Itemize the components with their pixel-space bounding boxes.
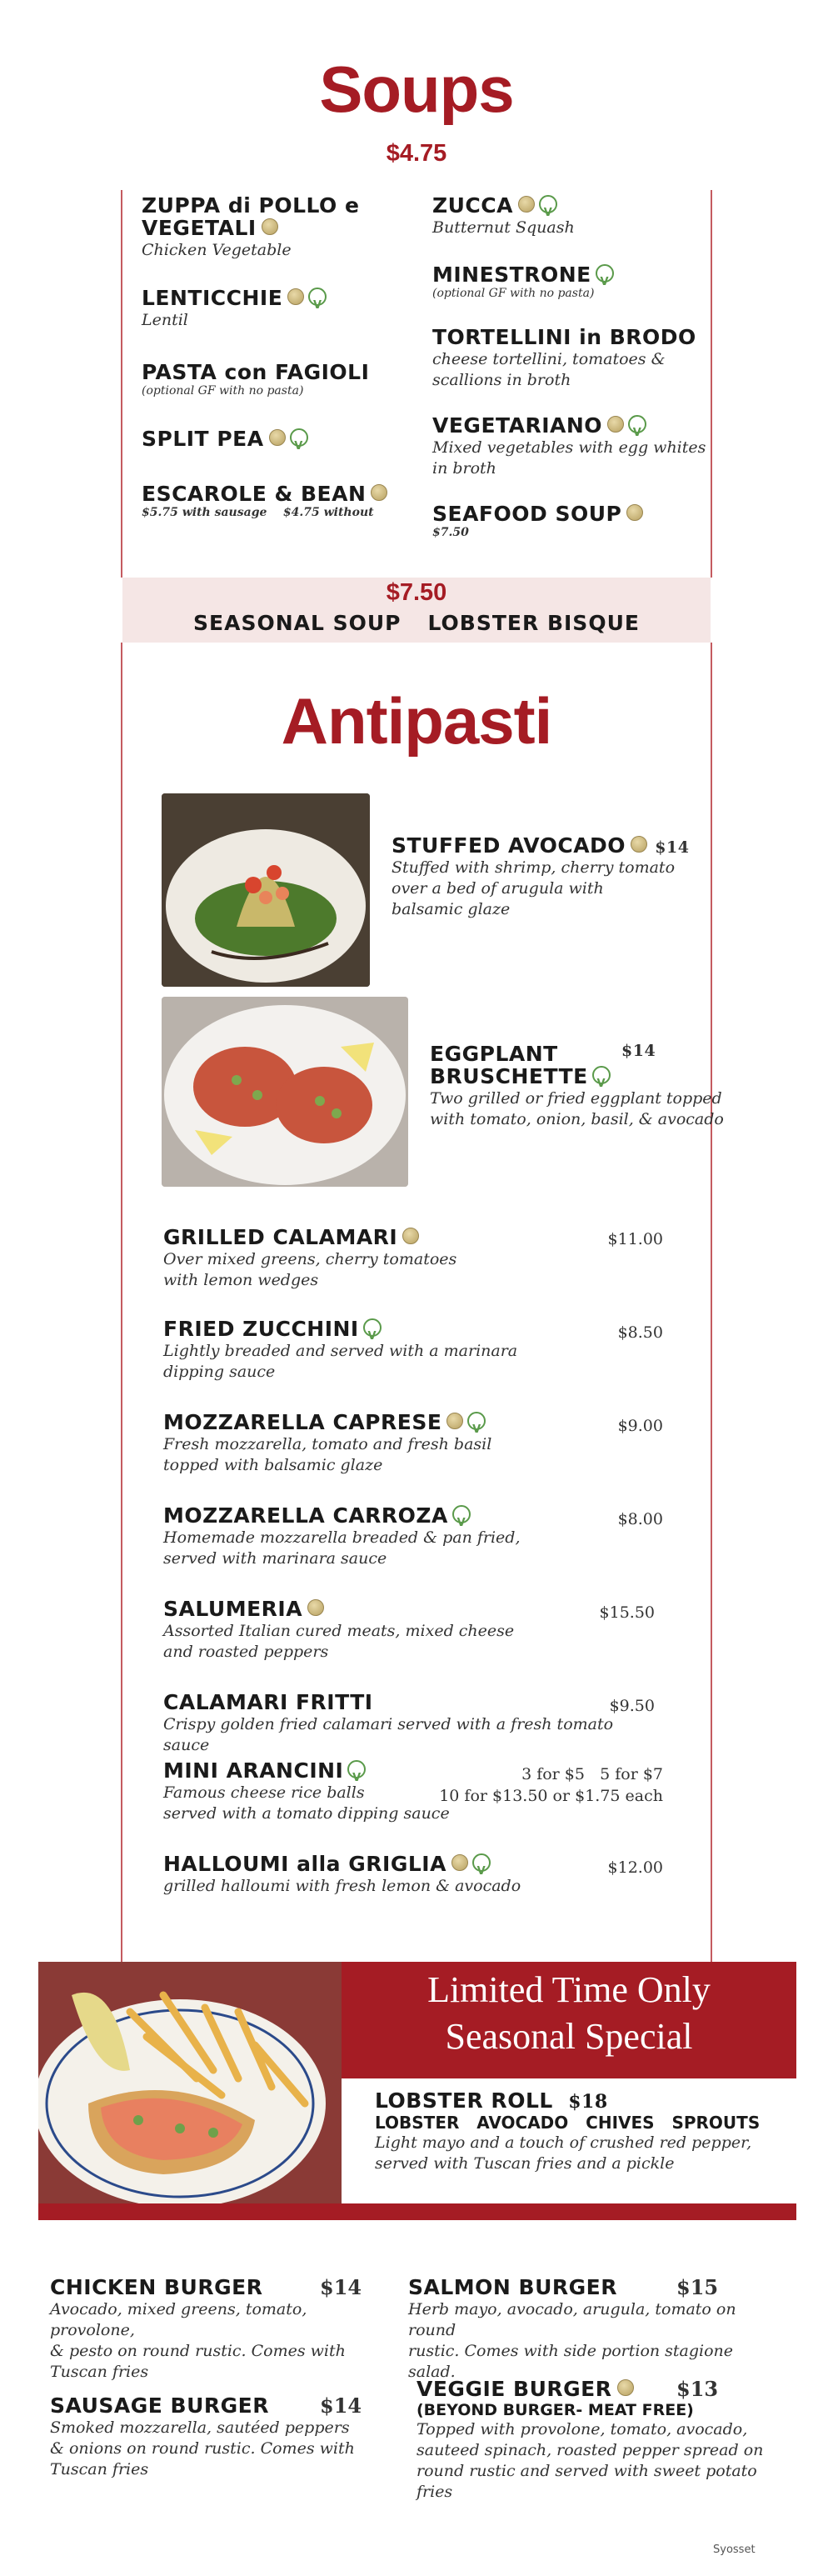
item-price: $9.00: [617, 1417, 663, 1435]
item-desc: Lightly breaded and served with a marinara: [163, 1342, 518, 1360]
soup-desc: scallions in broth: [432, 371, 571, 389]
item-name: SAUSAGE BURGER: [50, 2393, 269, 2418]
item-price: $8.00: [617, 1510, 663, 1528]
gluten-free-icon: [371, 484, 387, 501]
left-border: [121, 643, 122, 1962]
soup-note: $5.75 with sausage $4.75 without: [142, 506, 374, 519]
menu-item-halloumi: [163, 1852, 663, 1897]
item-price: 3 for $5 5 for $7: [521, 1765, 663, 1783]
item-desc: Tuscan fries: [50, 2460, 149, 2478]
lobster-bisque: LOBSTER BISQUE: [427, 611, 640, 635]
gluten-free-icon: [262, 218, 278, 235]
soup-name: LENTICCHIE: [142, 286, 283, 310]
item-desc: Topped with provolone, tomato, avocado,: [416, 2420, 748, 2438]
menu-item-salumeria: [163, 1597, 663, 1663]
item-desc: Assorted Italian cured meats, mixed cheese: [163, 1622, 515, 1640]
item-name: EGGPLANT: [430, 1042, 558, 1066]
item-price: $15.50: [599, 1603, 655, 1622]
item-name: CALAMARI FRITTI: [163, 1690, 373, 1714]
menu-item-veggie-burger: [416, 2377, 783, 2503]
menu-item-mozzarella-caprese: [163, 1410, 663, 1476]
soup-desc: Mixed vegetables with egg whites: [432, 438, 706, 457]
item-desc: topped with balsamic glaze: [163, 1456, 383, 1474]
soup-item: [142, 482, 387, 519]
vegetarian-icon: [347, 1760, 366, 1778]
vegetarian-icon: [596, 264, 614, 283]
item-desc: with lemon wedges: [163, 1271, 319, 1289]
item-name: LOBSTER ROLL: [375, 2088, 553, 2113]
right-border: [711, 190, 712, 578]
soup-item: [142, 286, 327, 331]
soup-desc: Butternut Squash: [432, 218, 575, 237]
soup-item: [142, 360, 369, 398]
gluten-free-icon: [402, 1228, 419, 1244]
menu-item-lobster-roll: [375, 2088, 760, 2174]
item-desc: with tomato, onion, basil, & avocado: [430, 1110, 724, 1128]
soup-name: TORTELLINI in BRODO: [432, 325, 696, 349]
gluten-free-icon: [518, 196, 535, 213]
item-price: $12.00: [607, 1858, 663, 1877]
item-desc: rustic. Comes with side portion stagione salad.: [408, 2342, 734, 2381]
soup-desc: cheese tortellini, tomatoes &: [432, 350, 666, 368]
item-price: $14: [655, 838, 690, 857]
item-subtitle: (BEYOND BURGER- MEAT FREE): [416, 2401, 694, 2419]
item-desc: & onions on round rustic. Comes with: [50, 2439, 355, 2458]
soup-note: (optional GF with no pasta): [432, 287, 595, 300]
stuffed-avocado-photo: [162, 793, 370, 987]
item-name: GRILLED CALAMARI: [163, 1225, 398, 1249]
item-name: VEGGIE BURGER: [416, 2377, 612, 2401]
gluten-free-icon: [607, 416, 624, 433]
item-desc: served with marinara sauce: [163, 1549, 387, 1568]
item-price: $14: [320, 2393, 362, 2418]
item-name: CHICKEN BURGER: [50, 2275, 263, 2299]
soup-item: [432, 263, 614, 300]
item-price-bulk: 10 for $13.50 or $1.75 each: [439, 1787, 663, 1805]
item-desc: and roasted peppers: [163, 1643, 329, 1661]
eggplant-bruschette-photo: [162, 997, 408, 1187]
soups-price: $4.75: [386, 140, 447, 167]
menu-item-grilled-calamari: [163, 1225, 663, 1291]
gluten-free-icon: [307, 1599, 324, 1616]
gluten-free-icon: [269, 429, 286, 446]
soup-item: [432, 413, 706, 479]
soup-item: [432, 325, 696, 391]
item-desc: Herb mayo, avocado, arugula, tomato on round: [408, 2300, 736, 2339]
item-price: $15: [676, 2275, 719, 2299]
menu-item-salmon-burger: [408, 2275, 775, 2383]
item-price: $13: [676, 2377, 719, 2401]
item-price: $9.50: [609, 1697, 655, 1715]
soup-item: [142, 193, 359, 261]
gluten-free-icon: [446, 1413, 463, 1429]
menu-item-stuffed-avocado: [392, 833, 689, 920]
seasonal-special-panel: [38, 1962, 796, 2220]
item-desc: Tuscan fries: [50, 2363, 149, 2381]
menu-item-calamari-fritti: [163, 1690, 663, 1756]
soup-name: ESCAROLE & BEAN: [142, 482, 367, 506]
item-name: HALLOUMI alla GRIGLIA: [163, 1852, 446, 1876]
item-tags: LOBSTER AVOCADO CHIVES SPROUTS: [375, 2113, 761, 2133]
item-desc: round rustic and served with sweet potato fries: [416, 2462, 757, 2501]
item-desc: Crispy golden fried calamari served with a fresh tomato sauce: [163, 1715, 614, 1754]
soup-desc: Chicken Vegetable: [142, 241, 292, 259]
item-price: $8.50: [617, 1323, 663, 1342]
item-price: $14: [621, 1042, 656, 1060]
soup-item: [432, 193, 575, 238]
soups-title: Soups: [319, 53, 514, 126]
item-name: MOZZARELLA CARROZA: [163, 1503, 448, 1528]
left-border: [121, 190, 122, 578]
soup-desc: in broth: [432, 459, 496, 478]
lobster-roll-photo: [38, 1962, 342, 2203]
menu-item-mini-arancini: [163, 1758, 663, 1824]
item-desc: served with a tomato dipping sauce: [163, 1804, 450, 1823]
item-desc: Two grilled or fried eggplant topped: [430, 1089, 722, 1108]
menu-item-fried-zucchini: [163, 1317, 663, 1383]
soup-name: MINESTRONE: [432, 263, 591, 287]
item-desc: Stuffed with shrimp, cherry tomato: [392, 858, 676, 877]
item-price: $18: [568, 2091, 608, 2113]
item-desc: Over mixed greens, cherry tomatoes: [163, 1250, 457, 1268]
soup-name: VEGETARIANO: [432, 413, 603, 438]
right-border: [711, 643, 712, 1962]
item-desc: balsamic glaze: [392, 900, 511, 918]
gluten-free-icon: [287, 288, 304, 305]
soup-name: ZUPPA di POLLO e: [142, 193, 360, 218]
menu-item-mozzarella-carroza: [163, 1503, 663, 1569]
item-desc: & pesto on round rustic. Comes with: [50, 2342, 346, 2360]
special-soup-list: [0, 611, 833, 635]
item-name: SALUMERIA: [163, 1597, 303, 1621]
vegetarian-icon: [539, 195, 557, 213]
vegetarian-icon: [290, 428, 308, 447]
item-name: MOZZARELLA CAPRESE: [163, 1410, 442, 1434]
item-name: MINI ARANCINI: [163, 1758, 344, 1783]
item-desc: grilled halloumi with fresh lemon & avocado: [163, 1877, 521, 1895]
item-name: STUFFED AVOCADO: [392, 833, 626, 858]
antipasti-title: Antipasti: [281, 684, 552, 758]
vegetarian-icon: [308, 288, 327, 306]
banner-line-1: Limited Time Only: [427, 1969, 711, 2010]
gluten-free-icon: [451, 1854, 468, 1871]
item-desc: sauteed spinach, roasted pepper spread on: [416, 2441, 764, 2459]
vegetarian-icon: [467, 1412, 486, 1430]
gluten-free-icon: [631, 836, 647, 853]
soup-note: (optional GF with no pasta): [142, 384, 304, 398]
item-desc: over a bed of arugula with: [392, 879, 604, 898]
item-price: $14: [320, 2275, 362, 2299]
menu-item-chicken-burger: [50, 2275, 367, 2383]
banner-line-2: Seasonal Special: [445, 2016, 693, 2057]
soup-name: VEGETALI: [142, 216, 257, 240]
vegetarian-icon: [363, 1318, 382, 1337]
item-desc: Fresh mozzarella, tomato and fresh basil: [163, 1435, 492, 1453]
seasonal-soup: SEASONAL SOUP: [193, 611, 402, 635]
special-bottom-bar: [38, 2203, 796, 2220]
item-price: $11.00: [607, 1230, 663, 1248]
menu-item-eggplant-bruschette: [430, 1042, 724, 1130]
soup-name: PASTA con FAGIOLI: [142, 360, 370, 384]
item-desc: served with Tuscan fries and a pickle: [375, 2154, 675, 2173]
vegetarian-icon: [628, 415, 646, 433]
item-desc: Avocado, mixed greens, tomato, provolone,: [50, 2300, 307, 2339]
menu-item-sausage-burger: [50, 2393, 367, 2480]
item-name: SALMON BURGER: [408, 2275, 617, 2299]
special-soup-price: $7.50: [386, 579, 447, 606]
item-desc: Famous cheese rice balls: [163, 1783, 365, 1802]
vegetarian-icon: [472, 1853, 491, 1872]
item-desc: Homemade mozzarella breaded & pan fried,: [163, 1528, 521, 1547]
soup-name: SEAFOOD SOUP: [432, 502, 622, 526]
soup-name: SPLIT PEA: [142, 427, 264, 451]
item-desc: dipping sauce: [163, 1363, 276, 1381]
location-label: Syosset: [713, 2543, 756, 2556]
item-desc: Smoked mozzarella, sautéed peppers: [50, 2418, 350, 2437]
item-name: BRUSCHETTE: [430, 1064, 588, 1088]
item-name: FRIED ZUCCHINI: [163, 1317, 359, 1341]
gluten-free-icon: [617, 2379, 634, 2396]
item-desc: Light mayo and a touch of crushed red pepper,: [375, 2133, 752, 2152]
soup-name: ZUCCA: [432, 193, 513, 218]
soup-item: [142, 427, 308, 451]
soup-note: $7.50: [432, 526, 469, 539]
soup-item: [432, 502, 643, 539]
soup-desc: Lentil: [142, 311, 188, 329]
vegetarian-icon: [592, 1066, 611, 1084]
vegetarian-icon: [452, 1505, 471, 1523]
gluten-free-icon: [626, 504, 643, 521]
